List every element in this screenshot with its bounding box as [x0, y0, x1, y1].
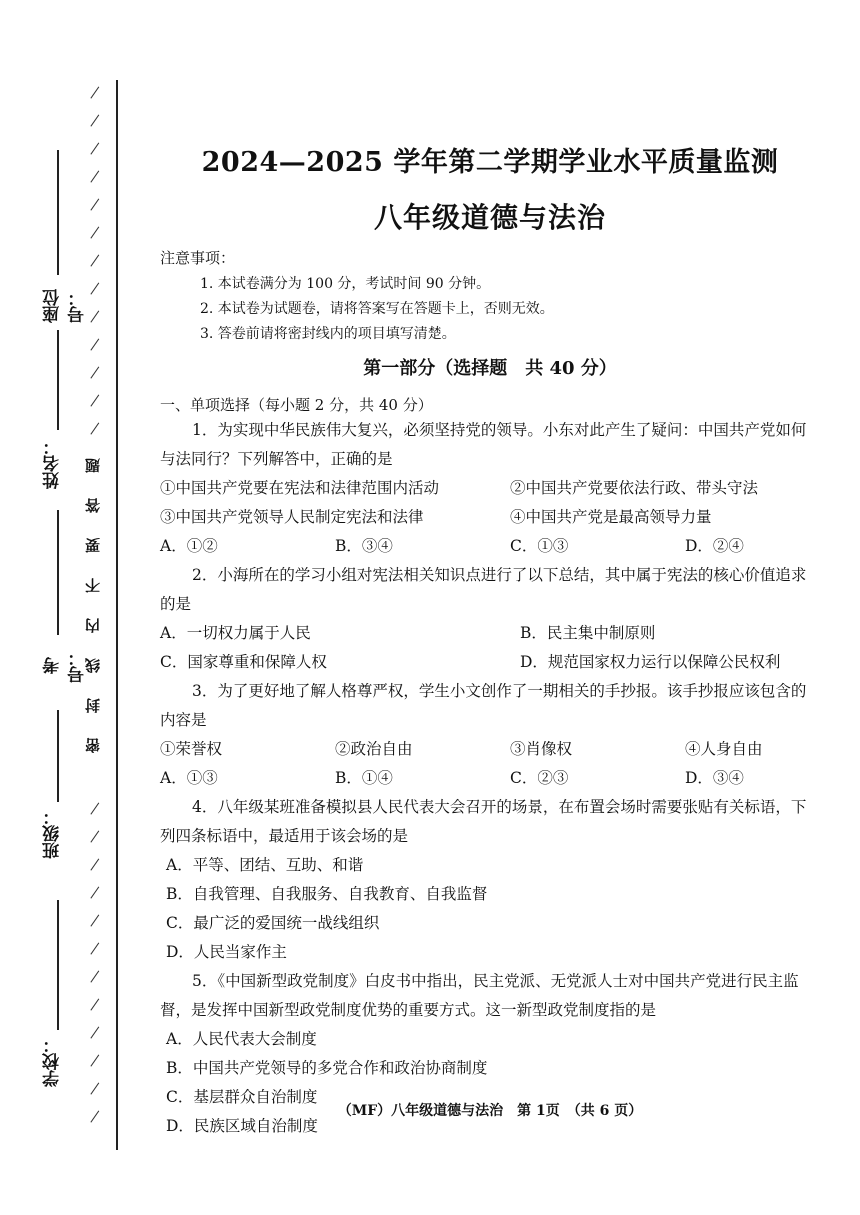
option[interactable]: C．②③ [510, 769, 569, 787]
statement: ②中国共产党要依法行政、带头守法 [510, 479, 759, 497]
seal-slash [90, 115, 99, 127]
class-label: 班级： [43, 808, 63, 859]
notice-item: 2. 本试卷为试题卷，请将答案写在答题卡上，否则无效。 [200, 301, 554, 317]
exam-number-field[interactable] [40, 510, 88, 690]
statement: ③肖像权 [510, 740, 573, 758]
question-2 [160, 561, 820, 677]
notice-heading: 注意事项： [160, 249, 236, 267]
seal-slash [90, 199, 99, 211]
option-row [160, 938, 820, 967]
statement-row [160, 735, 820, 764]
binding-margin [0, 0, 130, 1215]
seat-number-blank [57, 150, 59, 275]
option-row [160, 532, 820, 561]
seal-slash [90, 887, 99, 899]
option[interactable]: D．②④ [685, 537, 744, 555]
option-row [160, 880, 820, 909]
option[interactable]: A．人民代表大会制度 [166, 1030, 317, 1048]
exam-number-label: 考号： [43, 649, 88, 683]
option[interactable]: B．民主集中制原则 [520, 624, 656, 642]
option[interactable]: A．一切权力属于人民 [160, 624, 311, 642]
option[interactable]: A．①② [160, 537, 218, 555]
seal-slash [90, 339, 99, 351]
seal-slash [90, 227, 99, 239]
question-1 [160, 416, 820, 561]
seal-slash [90, 87, 99, 99]
seal-slash [90, 255, 99, 267]
section-heading: 一、单项选择（每小题 2 分，共 40 分） [160, 396, 433, 414]
option[interactable]: D．③④ [685, 769, 744, 787]
option[interactable]: D．人民当家作主 [166, 943, 287, 961]
name-field[interactable] [40, 330, 76, 490]
option-row [160, 1054, 820, 1083]
option[interactable]: B．自我管理、自我服务、自我教育、自我监督 [166, 885, 488, 903]
statement: ①中国共产党要在宪法和法律范围内活动 [160, 479, 440, 497]
seal-slash [90, 859, 99, 871]
seal-slash [90, 367, 99, 379]
option-row [160, 619, 820, 648]
notice-item: 3. 答卷前请将密封线内的项目填写清楚。 [200, 326, 456, 342]
question-4 [160, 793, 820, 967]
question-stem: 3．为了更好地了解人格尊严权，学生小文创作了一期相关的手抄报。该手抄报应该包含的内容是 [160, 682, 807, 729]
seal-slash [90, 803, 99, 815]
seal-char: 密 [84, 738, 102, 753]
statement-row [160, 474, 820, 503]
question-stem: 1．为实现中华民族伟大复兴，必须坚持党的领导。小东对此产生了疑问：中国共产党如何与法同行？下列解答中，正确的是 [160, 421, 807, 468]
seal-slash [90, 971, 99, 983]
option-row [160, 764, 820, 793]
question-stem: 2．小海所在的学习小组对宪法相关知识点进行了以下总结，其中属于宪法的核心价值追求的是 [160, 566, 807, 613]
seal-slash [90, 311, 99, 323]
seal-char: 线 [84, 658, 102, 673]
option[interactable]: C．基层群众自治制度 [166, 1088, 318, 1106]
question-3 [160, 677, 820, 793]
name-blank [57, 330, 59, 430]
seal-slash [90, 999, 99, 1011]
school-label: 学校： [43, 1036, 63, 1087]
seal-slash [90, 395, 99, 407]
class-blank [57, 710, 59, 802]
seal-char: 要 [84, 538, 102, 553]
name-label: 姓名： [43, 438, 63, 489]
seal-slash [90, 943, 99, 955]
seal-slash [90, 1055, 99, 1067]
option[interactable]: B．①④ [335, 769, 393, 787]
page-footer: （MF）八年级道德与法治 第 1页 （共 6 页） [337, 1103, 643, 1119]
seal-slash [90, 1083, 99, 1095]
seal-slash [90, 1111, 99, 1123]
statement-row [160, 503, 820, 532]
statement: ②政治自由 [335, 740, 413, 758]
question-stem: 5．《中国新型政党制度》白皮书中指出，民主党派、无党派人士对中国共产党进行民主监督，是发挥中国新型政党制度优势的重要方式。这一新型政党制度指的是 [160, 972, 799, 1019]
notice-item: 1. 本试卷满分为 100 分，考试时间 90 分钟。 [200, 276, 491, 292]
option-row [160, 1025, 820, 1054]
seal-slash [90, 831, 99, 843]
part-title: 第一部分（选择题 共 40 分） [363, 358, 617, 379]
option[interactable]: D．民族区域自治制度 [166, 1117, 318, 1135]
statement: ④中国共产党是最高领导力量 [510, 508, 712, 526]
statement: ④人身自由 [685, 740, 763, 758]
class-field[interactable] [40, 710, 76, 860]
school-field[interactable] [40, 900, 76, 1090]
seal-char: 封 [84, 698, 102, 713]
option-row [160, 909, 820, 938]
option[interactable]: C．国家尊重和保障人权 [160, 653, 327, 671]
seal-char: 题 [84, 458, 102, 473]
option[interactable]: A．平等、团结、互助、和谐 [166, 856, 364, 874]
option[interactable]: C．最广泛的爱国统一战线组织 [166, 914, 380, 932]
option-row [160, 851, 820, 880]
exam-number-blank [57, 510, 59, 635]
option[interactable]: B．③④ [335, 537, 393, 555]
seal-slash [90, 1027, 99, 1039]
seal-char: 不 [84, 578, 102, 593]
seal-slash [90, 143, 99, 155]
seat-number-label: 座位号： [43, 289, 88, 323]
seal-slash [90, 283, 99, 295]
question-stem: 4．八年级某班准备模拟县人民代表大会召开的场景，在布置会场时需要张贴有关标语，下列四条标语中，最适用于该会场的是 [160, 798, 807, 845]
option[interactable]: B．中国共产党领导的多党合作和政治协商制度 [166, 1059, 488, 1077]
exam-title: 2024—2025 学年第二学期学业水平质量监测 [201, 147, 779, 178]
option[interactable]: A．①③ [160, 769, 218, 787]
school-blank [57, 900, 59, 1030]
exam-subtitle: 八年级道德与法治 [373, 201, 606, 234]
seal-slash [90, 171, 99, 183]
seal-slash [90, 423, 99, 435]
binding-line [116, 80, 118, 1150]
option-row [160, 648, 820, 677]
seat-number-field[interactable] [40, 150, 88, 330]
statement: ①荣誉权 [160, 740, 223, 758]
seal-char: 内 [84, 618, 102, 633]
seal-line [82, 80, 108, 1150]
option[interactable]: D．规范国家权力运行以保障公民权利 [520, 653, 781, 671]
option[interactable]: C．①③ [510, 537, 569, 555]
seal-char: 答 [84, 498, 102, 513]
statement: ③中国共产党领导人民制定宪法和法律 [160, 508, 424, 526]
seal-slash [90, 915, 99, 927]
